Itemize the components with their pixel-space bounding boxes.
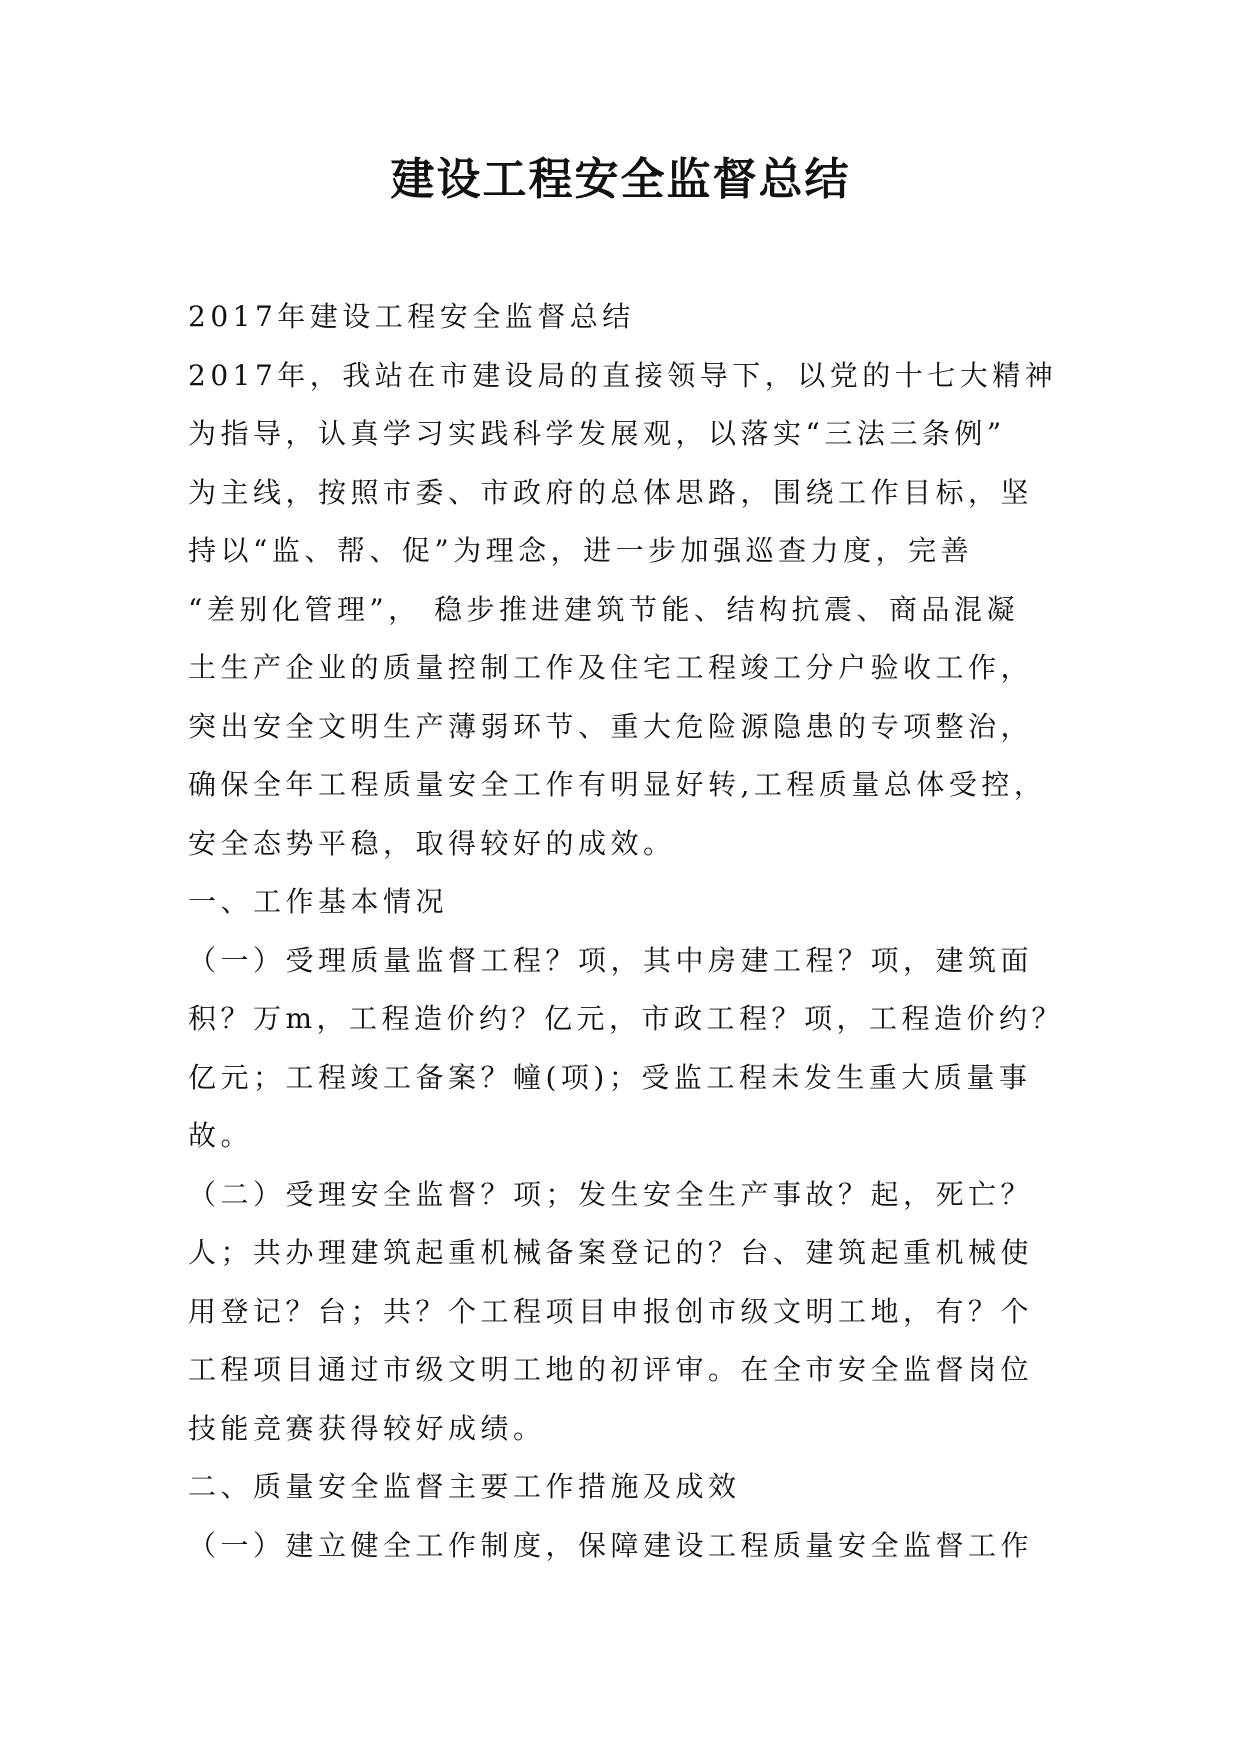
paragraph-line: （二）受理安全监督？项；发生安全生产事故？起，死亡？ — [188, 1177, 1034, 1211]
document-body — [188, 288, 1065, 1575]
section-heading: 一、工作基本情况 — [188, 885, 449, 918]
paragraph-line: 2017年，我站在市建设局的直接领导下，以党的十七大精神 — [188, 358, 1058, 392]
paragraph-line: 技能竞赛获得较好成绩。 — [188, 1411, 546, 1445]
paragraph-line: “差别化管理”， 稳步推进建筑节能、结构抗震、商品混凝 — [188, 592, 1020, 626]
paragraph-line: 为主线，按照市委、市政府的总体思路，围绕工作目标，坚 — [188, 475, 1034, 509]
paragraph-line: 用登记？台；共？个工程项目申报创市级文明工地，有？个 — [188, 1294, 1034, 1328]
paragraph-line: 故。 — [188, 1119, 254, 1152]
paragraph-line: 积？万m，工程造价约？亿元，市政工程？项，工程造价约？ — [188, 1002, 1065, 1035]
paragraph-line: 确保全年工程质量安全工作有明显好转,工程质量总体受控， — [188, 768, 1047, 801]
paragraph-line: 亿元；工程竣工备案？幢(项)；受监工程未发生重大质量事 — [188, 1060, 1032, 1094]
paragraph-line: 土生产企业的质量控制工作及住宅工程竣工分户验收工作， — [188, 651, 1034, 684]
document-title: 建设工程安全监督总结 — [390, 154, 851, 205]
paragraph-line: 为指导，认真学习实践科学发展观，以落实“三法三条例” — [188, 417, 1006, 450]
paragraph-line: 工程项目通过市级文明工地的初评审。在全市安全监督岗位 — [188, 1353, 1034, 1386]
paragraph-line: 安全态势平稳，取得较好的成效。 — [188, 826, 676, 860]
paragraph-line: 突出安全文明生产薄弱环节、重大危险源隐患的专项整治， — [188, 709, 1034, 743]
paragraph-line: 人；共办理建筑起重机械备案登记的？台、建筑起重机械使 — [188, 1236, 1034, 1269]
subtitle-line: 2017年建设工程安全监督总结 — [188, 300, 635, 333]
paragraph-line: 持以“监、帮、促”为理念，进一步加强巡查力度，完善 — [188, 534, 974, 567]
section-heading: 二、质量安全监督主要工作措施及成效 — [188, 1470, 741, 1503]
paragraph-line: （一）受理质量监督工程？项，其中房建工程？项，建筑面 — [188, 943, 1034, 977]
paragraph-line: （一）建立健全工作制度，保障建设工程质量安全监督工作 — [188, 1528, 1034, 1562]
